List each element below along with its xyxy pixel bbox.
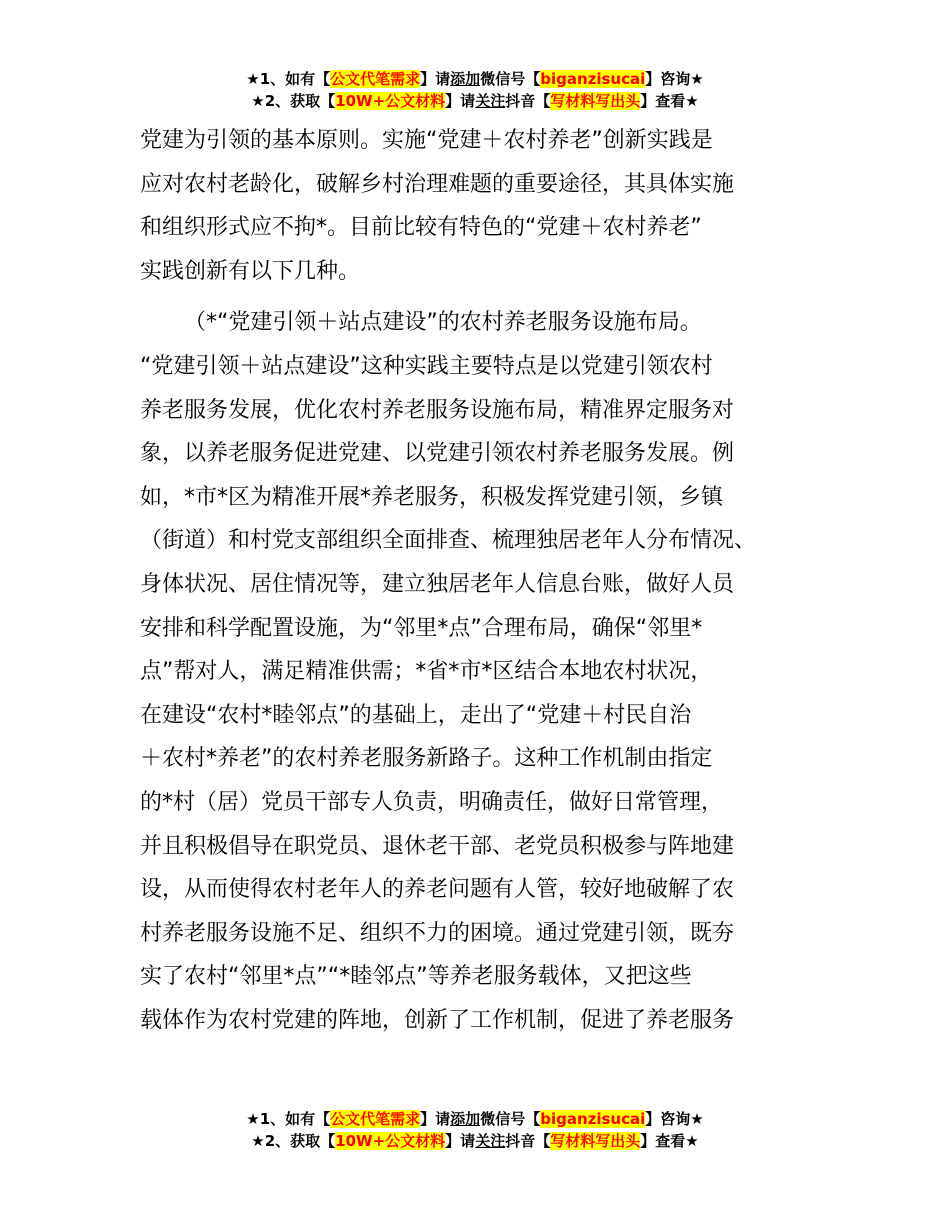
header-text: 】请 — [420, 70, 451, 88]
footer-line-2 — [0, 1130, 950, 1152]
star-icon: ★ — [246, 1110, 260, 1128]
highlight-wechat-id: biganzisucai — [540, 70, 646, 88]
footer-text: 微信号【 — [480, 1110, 541, 1128]
paragraph-spacer — [140, 293, 840, 301]
underlined-follow: 关注 — [475, 92, 506, 110]
header-text: 】咨询 — [645, 70, 691, 88]
header-banner — [0, 68, 950, 112]
underlined-add: 添加 — [450, 1110, 481, 1128]
text-line: “党建引领＋站点建设”这种实践主要特点是以党建引领农村 — [140, 353, 713, 379]
document-body — [140, 119, 840, 1042]
text-line: 党建为引领的基本原则。实施“党建＋农村养老”创新实践是 — [140, 128, 713, 153]
text-line: 如，*市*区为精准开展*养老服务，积极发挥党建引领，乡镇 — [140, 484, 724, 510]
footer-text: 】查看 — [640, 1132, 686, 1150]
header-text: 抖音【 — [505, 92, 551, 110]
paragraph-2 — [140, 301, 840, 1042]
highlight-ghostwriting: 公文代笔需求 — [330, 70, 421, 88]
underlined-follow: 关注 — [475, 1132, 506, 1150]
star-icon: ★ — [246, 70, 260, 88]
footer-banner — [0, 1108, 950, 1152]
text-line: ＋农村*养老”的农村养老服务新路子。这种工作机制由指定 — [140, 746, 713, 772]
text-line: 养老服务发展，优化农村养老服务设施布局，精准界定服务对 — [140, 397, 735, 423]
highlight-ghostwriting: 公文代笔需求 — [330, 1110, 421, 1128]
text-line: 载体作为农村党建的阵地，创新了工作机制，促进了养老服务 — [140, 1007, 735, 1033]
highlight-douyin-account: 写材料写出头 — [550, 92, 641, 110]
star-icon: ★ — [685, 1132, 699, 1150]
footer-text: 】请 — [445, 1132, 476, 1150]
header-line-2 — [0, 90, 950, 112]
text-line: 应对农村老龄化，破解乡村治理难题的重要途径，其具体实施 — [140, 171, 735, 197]
text-line: 实践创新有以下几种。 — [140, 258, 361, 284]
star-icon: ★ — [685, 92, 699, 110]
star-icon: ★ — [690, 1110, 704, 1128]
footer-text: 】咨询 — [645, 1110, 691, 1128]
text-line: 实了农村“邻里*点”“*睦邻点”等养老服务载体，又把这些 — [140, 964, 692, 990]
paragraph-1 — [140, 119, 840, 293]
highlight-materials: 10W+公文材料 — [335, 1132, 446, 1150]
text-line: 村养老服务设施不足、组织不力的困境。通过党建引领，既夯 — [140, 920, 735, 946]
star-icon: ★ — [690, 70, 704, 88]
text-line: 象，以养老服务促进党建、以党建引领农村养老服务发展。例 — [140, 441, 735, 467]
footer-line-1 — [0, 1108, 950, 1130]
footer-text: 1、如有【 — [259, 1110, 331, 1128]
footer-text: 2、获取【 — [264, 1132, 336, 1150]
star-icon: ★ — [251, 1132, 265, 1150]
star-icon: ★ — [251, 92, 265, 110]
text-line: 并且积极倡导在职党员、退休老干部、老党员积极参与阵地建 — [140, 833, 735, 859]
text-line: （*“党建引领＋站点建设”的农村养老服务设施布局。 — [184, 310, 702, 336]
text-line: 设，从而使得农村老年人的养老问题有人管，较好地破解了农 — [140, 877, 735, 903]
text-line: 点”帮对人，满足精准供需；*省*市*区结合本地农村状况， — [140, 659, 713, 685]
highlight-wechat-id: biganzisucai — [540, 1110, 646, 1128]
text-line: （街道）和村党支部组织全面排查、梳理独居老年人分布情况、 — [140, 528, 757, 554]
text-line: 在建设“农村*睦邻点”的基础上，走出了“党建＋村民自治 — [140, 702, 692, 728]
highlight-douyin-account: 写材料写出头 — [550, 1132, 641, 1150]
text-line: 和组织形式应不拘*。目前比较有特色的“党建＋农村养老” — [140, 215, 702, 241]
text-line: 的*村（居）党员干部专人负责，明确责任，做好日常管理， — [140, 789, 724, 815]
header-line-1 — [0, 68, 950, 90]
highlight-materials: 10W+公文材料 — [335, 92, 446, 110]
text-line: 身体状况、居住情况等，建立独居老年人信息台账，做好人员 — [140, 571, 735, 597]
footer-text: 抖音【 — [505, 1132, 551, 1150]
header-text: 1、如有【 — [259, 70, 331, 88]
header-text: 】请 — [445, 92, 476, 110]
header-text: 】查看 — [640, 92, 686, 110]
header-text: 2、获取【 — [264, 92, 336, 110]
text-line: 安排和科学配置设施，为“邻里*点”合理布局，确保“邻里* — [140, 615, 703, 641]
footer-text: 】请 — [420, 1110, 451, 1128]
underlined-add: 添加 — [450, 70, 481, 88]
header-text: 微信号【 — [480, 70, 541, 88]
